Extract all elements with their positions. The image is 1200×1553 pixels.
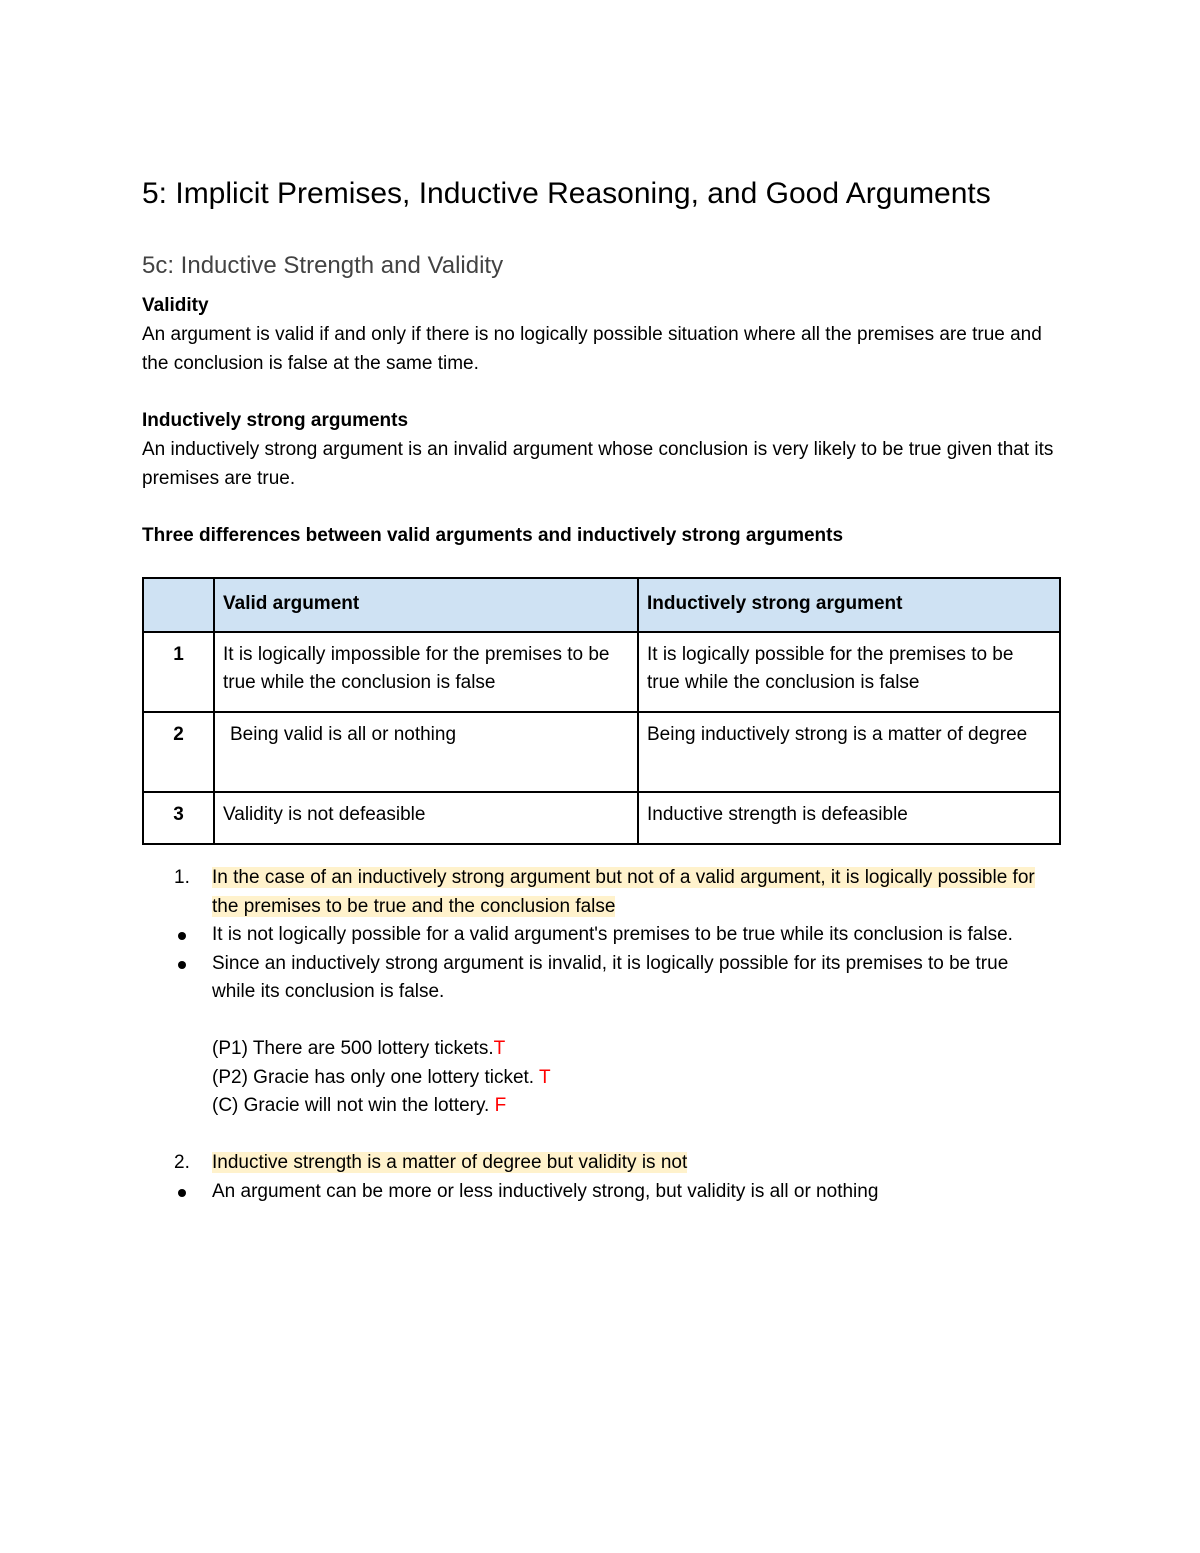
section-subtitle: 5c: Inductive Strength and Validity — [142, 252, 504, 279]
document-title: 5: Implicit Premises, Inductive Reasoning, and Good Arguments — [142, 177, 991, 210]
truth-value: T — [539, 1066, 551, 1088]
strong-cell: Inductive strength is defeasible — [638, 792, 1060, 844]
bullet-text: An argument can be more or less inductively strong, but validity is all or nothing — [212, 1180, 879, 1202]
conclusion-text: (C) Gracie will not win the lottery. — [212, 1095, 495, 1116]
bullet-icon — [178, 932, 186, 940]
inductive-term: Inductively strong arguments — [142, 410, 409, 431]
comparison-table — [142, 577, 1061, 845]
bullet-text: It is not logically possible for a valid argument's premises to be true while its conclusion is false. — [212, 924, 1013, 945]
inductive-definition: An inductively strong argument is an invalid argument whose conclusion is very likely to be true given that its premises are true. — [142, 439, 1054, 489]
point-text: Inductive strength is a matter of degree but validity is not — [212, 1152, 688, 1173]
strong-cell: Being inductively strong is a matter of degree — [638, 712, 1060, 792]
table-header-cell — [143, 578, 214, 632]
example-line — [174, 1064, 1054, 1093]
point-text: In the case of an inductively strong argument but not of a valid argument, it is logically possible for the premises to be true and the conclusion false — [212, 867, 1035, 917]
bullet-icon — [178, 961, 186, 969]
bullet-icon — [178, 1189, 186, 1197]
list-item — [174, 950, 1054, 1007]
list-item — [174, 1178, 1054, 1207]
list-item — [174, 864, 1054, 921]
truth-value: F — [494, 1095, 507, 1116]
valid-cell: Validity is not defeasible — [214, 792, 638, 844]
row-number: 3 — [143, 792, 214, 844]
table-header-cell: Inductively strong argument — [638, 578, 1060, 632]
validity-term: Validity — [142, 295, 209, 316]
valid-cell: Being valid is all or nothing — [214, 712, 638, 792]
list-item — [174, 921, 1054, 950]
example-line — [174, 1092, 1054, 1121]
truth-value: T — [493, 1038, 506, 1059]
example-line — [174, 1035, 1054, 1064]
list-item — [174, 1149, 1054, 1178]
validity-section — [142, 291, 1062, 378]
table-row — [143, 712, 1060, 792]
differences-list — [174, 864, 1054, 1206]
valid-cell: It is logically impossible for the premises to be true while the conclusion is false — [214, 632, 638, 712]
row-number: 2 — [143, 712, 214, 792]
strong-cell: It is logically possible for the premises to be true while the conclusion is false — [638, 632, 1060, 712]
spacer — [174, 1007, 1054, 1036]
spacer — [174, 1121, 1054, 1150]
premise-text: (P1) There are 500 lottery tickets. — [212, 1038, 494, 1059]
premise-text: (P2) Gracie has only one lottery ticket. — [212, 1066, 540, 1088]
table-header-row — [143, 578, 1060, 632]
row-number: 1 — [143, 632, 214, 712]
table-header-cell: Valid argument — [214, 578, 638, 632]
inductive-section — [142, 406, 1062, 493]
bullet-text: Since an inductively strong argument is invalid, it is logically possible for its premises to be true while its conclusion is false. — [212, 952, 1009, 1002]
validity-definition: An argument is valid if and only if there is no logically possible situation where all the premises are true and the conclusion is false at the same time. — [142, 324, 1042, 374]
table-row — [143, 632, 1060, 712]
differences-heading: Three differences between valid arguments and inductively strong arguments — [142, 525, 844, 546]
table-row — [143, 792, 1060, 844]
list-number: 2. — [174, 1152, 190, 1173]
list-number: 1. — [174, 867, 190, 888]
